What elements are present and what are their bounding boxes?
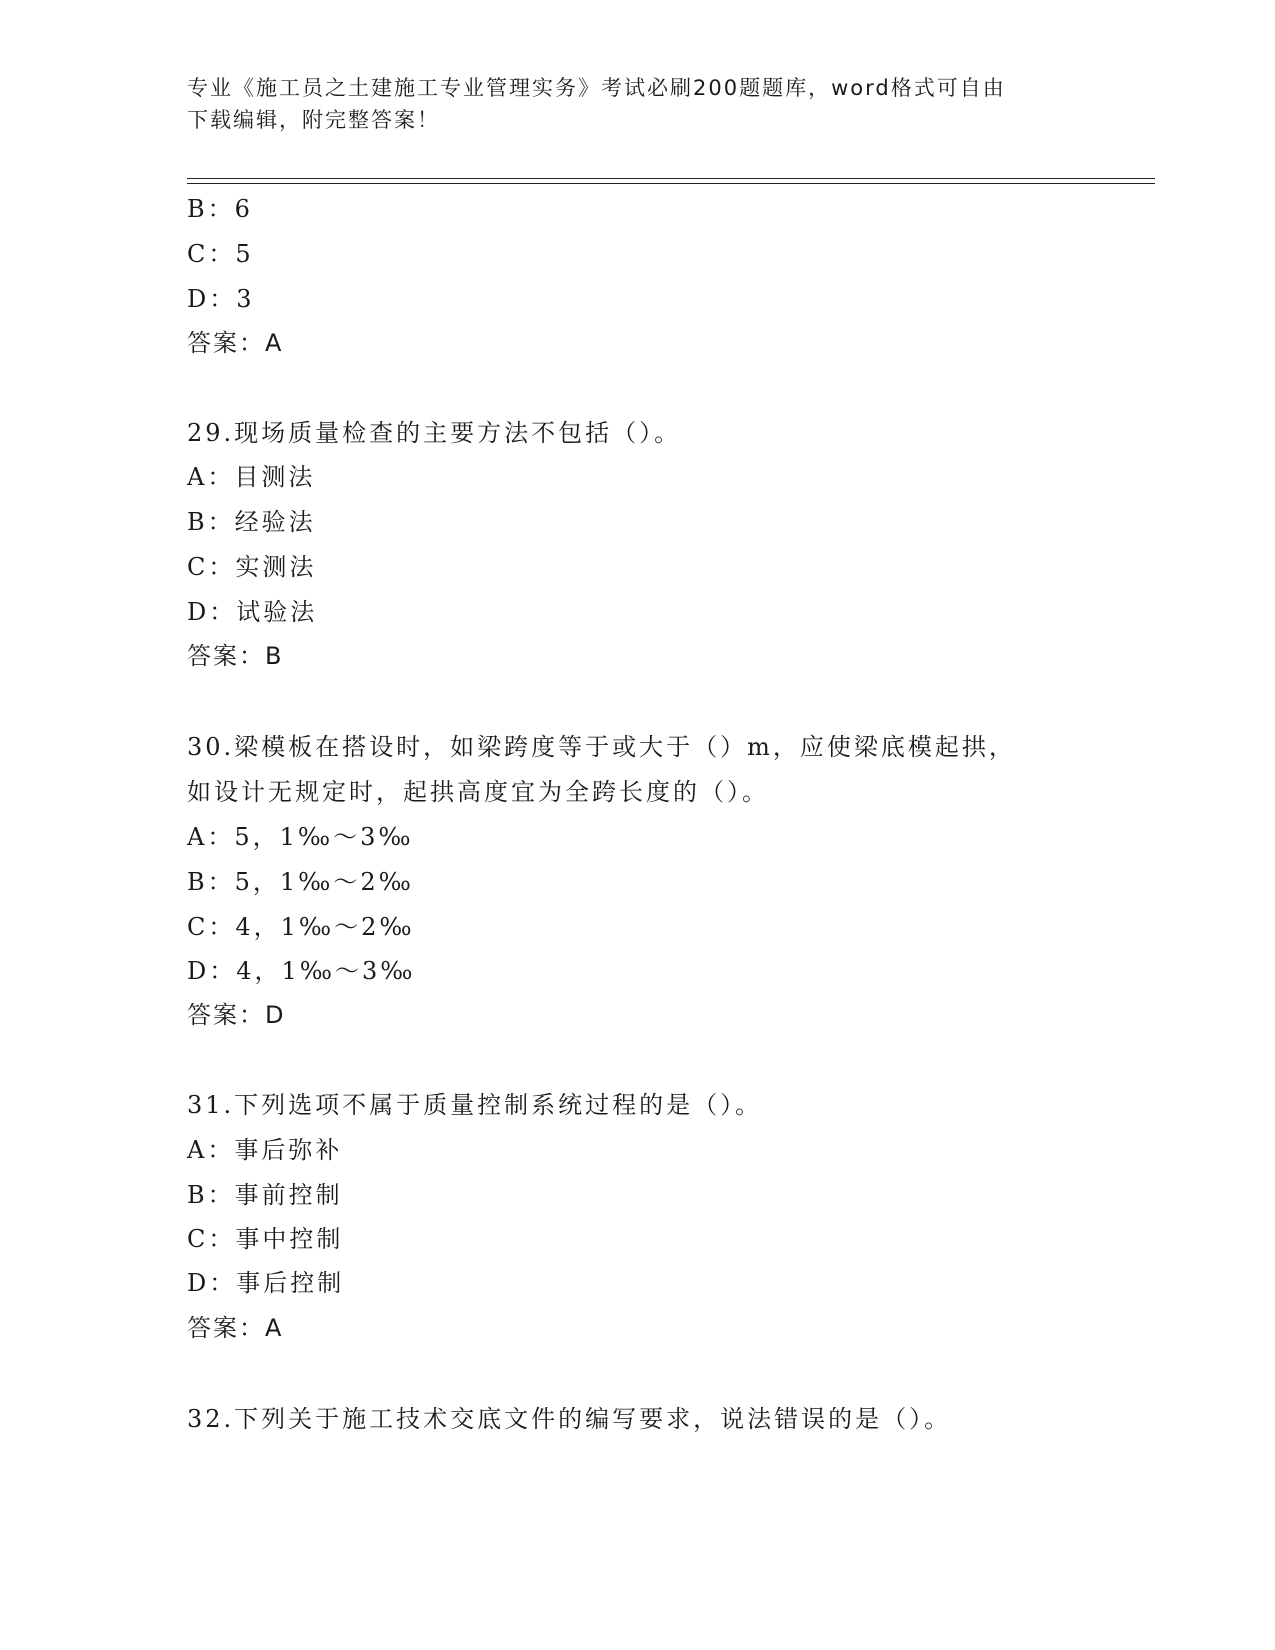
prev-answer: 答案：A bbox=[187, 329, 284, 357]
prev-option-b: B：6 bbox=[187, 195, 253, 223]
prev-option-d: D：3 bbox=[187, 285, 255, 313]
q31-option-d: D：事后控制 bbox=[187, 1269, 345, 1297]
q31-option-b: B：事前控制 bbox=[187, 1181, 343, 1209]
q32-stem: 32.下列关于施工技术交底文件的编写要求，说法错误的是（）。 bbox=[187, 1405, 952, 1433]
q30-option-c: C：4，1‰～2‰ bbox=[187, 913, 415, 941]
q29-option-b: B：经验法 bbox=[187, 508, 316, 536]
q29-answer: 答案：B bbox=[187, 642, 284, 670]
q29-option-a: A：目测法 bbox=[187, 463, 316, 491]
q29-stem: 29.现场质量检查的主要方法不包括（）。 bbox=[187, 419, 682, 447]
q29-option-d: D：试验法 bbox=[187, 598, 318, 626]
header-divider-top bbox=[187, 178, 1155, 179]
q30-option-a: A：5，1‰～3‰ bbox=[187, 823, 414, 851]
q29-option-c: C：实测法 bbox=[187, 553, 317, 581]
q30-stem-line-2: 如设计无规定时，起拱高度宜为全跨长度的（）。 bbox=[187, 778, 769, 806]
q30-answer: 答案：D bbox=[187, 1001, 286, 1029]
prev-option-c: C：5 bbox=[187, 240, 254, 268]
q31-answer: 答案：A bbox=[187, 1314, 284, 1342]
q30-option-d: D：4，1‰～3‰ bbox=[187, 957, 416, 985]
header-line-2: 下载编辑，附完整答案！ bbox=[187, 108, 440, 132]
document-header bbox=[187, 72, 1087, 136]
q31-option-a: A：事后弥补 bbox=[187, 1136, 343, 1164]
q31-option-c: C：事中控制 bbox=[187, 1225, 344, 1253]
q31-stem: 31.下列选项不属于质量控制系统过程的是（）。 bbox=[187, 1091, 763, 1119]
q30-option-b: B：5，1‰～2‰ bbox=[187, 868, 414, 896]
header-divider-bottom bbox=[187, 183, 1155, 184]
q30-stem-line-1: 30.梁模板在搭设时，如梁跨度等于或大于（）m，应使梁底模起拱， bbox=[187, 733, 1016, 761]
header-line-1: 专业《施工员之土建施工专业管理实务》考试必刷200题题库，word格式可自由 bbox=[187, 76, 1006, 100]
